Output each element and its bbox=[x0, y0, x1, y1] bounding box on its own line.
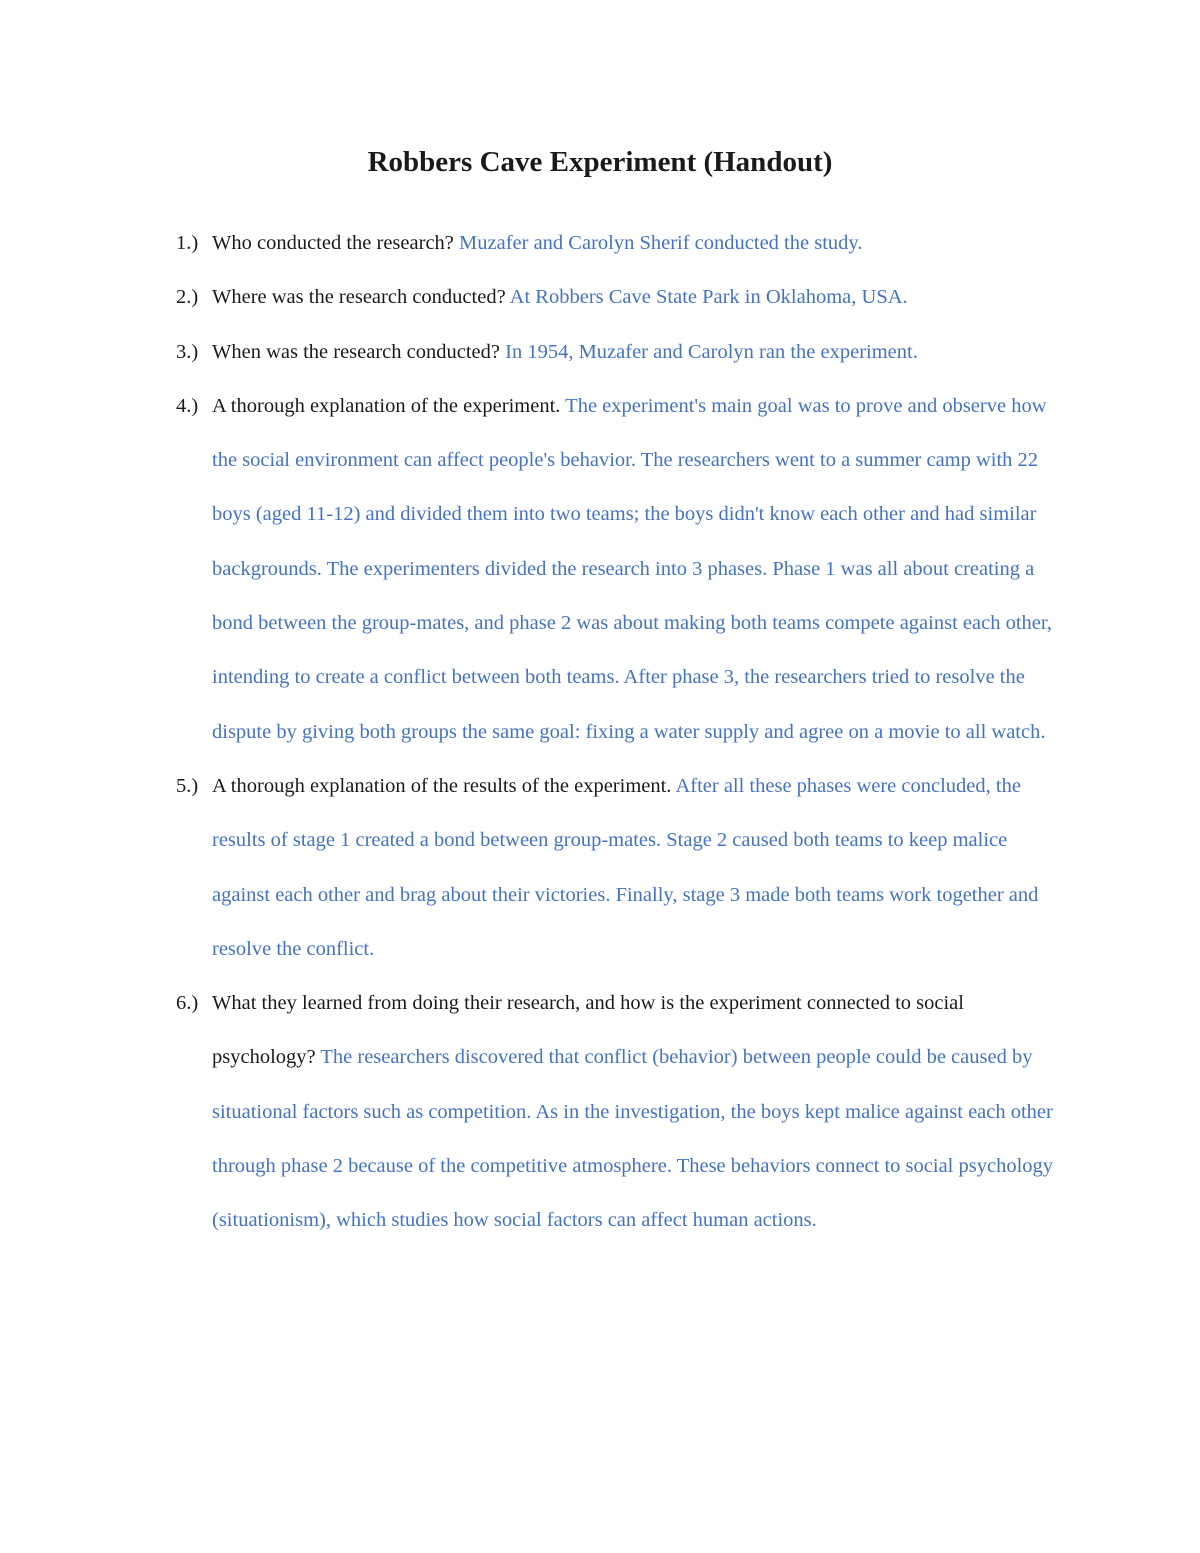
question-text: Where was the research conducted? bbox=[212, 286, 506, 309]
question-text: When was the research conducted? bbox=[212, 340, 500, 363]
item-number: 1.) bbox=[176, 232, 199, 254]
item-number: 4.) bbox=[176, 394, 199, 417]
question-item-3 bbox=[0, 325, 1062, 379]
question-item-4 bbox=[0, 379, 1062, 759]
question-text: Who conducted the research? bbox=[212, 232, 454, 254]
question-item-2 bbox=[0, 270, 1062, 324]
question-text: A thorough explanation of the results of the experiment. bbox=[212, 774, 672, 797]
question-item-5 bbox=[0, 759, 1062, 976]
item-number: 3.) bbox=[176, 340, 199, 363]
question-text: What they learned from doing their research, and how is the experiment connected to social psychology? bbox=[212, 992, 964, 1069]
question-list bbox=[0, 216, 1200, 1248]
item-number: 2.) bbox=[176, 286, 199, 309]
question-item-6 bbox=[0, 976, 1062, 1247]
item-number: 6.) bbox=[176, 992, 199, 1015]
question-item-1 bbox=[0, 216, 1062, 270]
answer-text: The researchers discovered that conflict (behavior) between people could be caused by situational factors such as competition. As in the investigation, the boys kept malice against each other through phase 2 because of the competitive atmosphere. These behaviors connect to social psychology (situationism), which studies how social factors can affect human actions. bbox=[212, 1046, 1054, 1232]
answer-text: Muzafer and Carolyn Sherif conducted the study. bbox=[459, 232, 863, 254]
answer-text: In 1954, Muzafer and Carolyn ran the experiment. bbox=[505, 340, 918, 363]
item-number: 5.) bbox=[176, 774, 199, 797]
answer-text: The experiment's main goal was to prove and observe how the social environment can affect people's behavior. The researchers went to a summer camp with 22 boys (aged 11-12) and divided them into two teams; the boys didn't know each other and had similar backgrounds. The experimenters divided the research into 3 phases. Phase 1 was all about creating a bond between the group-mates, and phase 2 was about making both teams compete against each other, intending to create a conflict between both teams. After phase 3, the researchers tried to resolve the dispute by giving both groups the same goal: fixing a water supply and agree on a movie to all watch. bbox=[212, 394, 1052, 743]
answer-text: After all these phases were concluded, the results of stage 1 created a bond between group-mates. Stage 2 caused both teams to keep malice against each other and brag about their victories. Finally, stage 3 made both teams work together and resolve the conflict. bbox=[212, 774, 1039, 960]
question-text: A thorough explanation of the experiment. bbox=[212, 394, 561, 417]
page-title: Robbers Cave Experiment (Handout) bbox=[367, 146, 833, 178]
answer-text: At Robbers Cave State Park in Oklahoma, USA. bbox=[509, 286, 908, 309]
